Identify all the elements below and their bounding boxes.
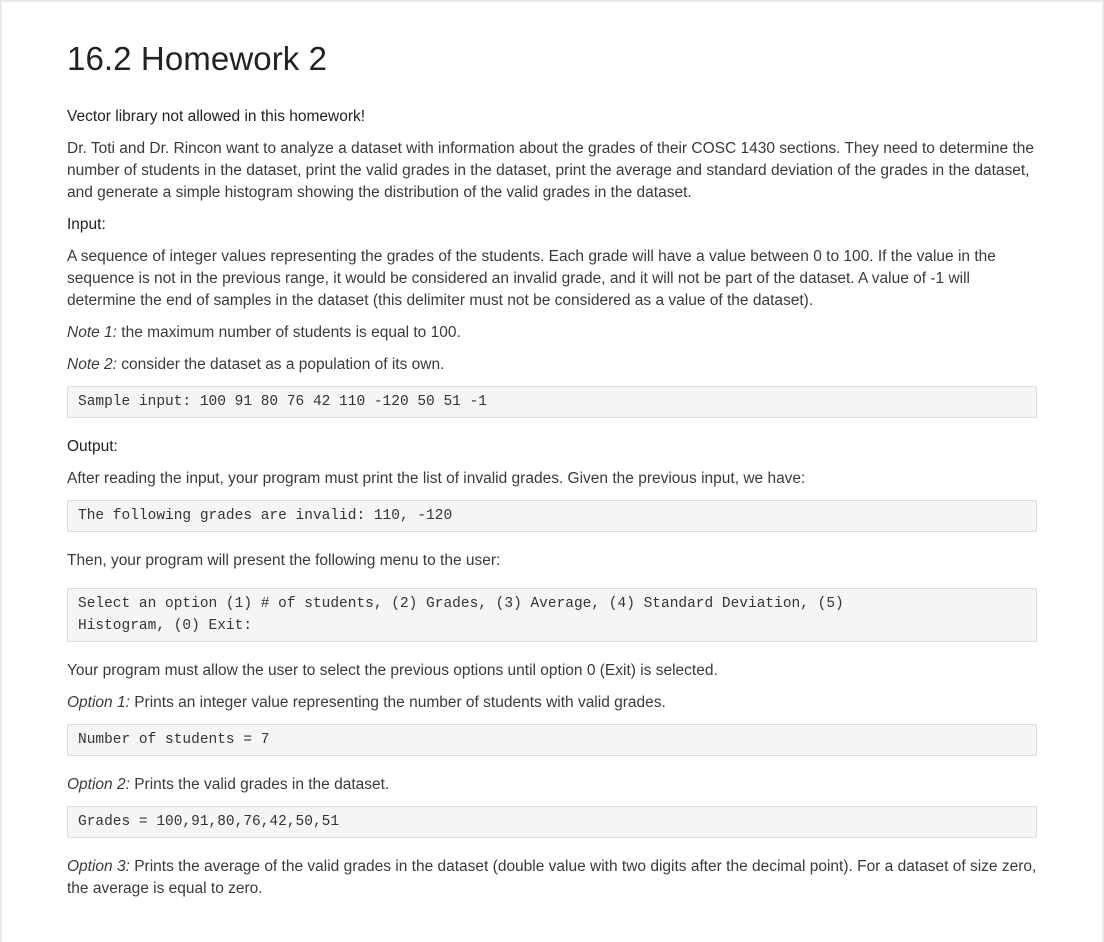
warning-text: Vector library not allowed in this homework! (67, 108, 366, 125)
option-2 (67, 774, 1037, 796)
option-1-code: Number of students = 7 (67, 724, 1037, 756)
option-3-label: Option 3: (67, 858, 130, 875)
output-description: After reading the input, your program must print the list of invalid grades. Given the previous input, we have: (67, 470, 806, 487)
option-1 (67, 692, 1037, 714)
option-2-label: Option 2: (67, 776, 130, 793)
input-heading: Input: (67, 216, 106, 233)
menu-intro: Then, your program will present the following menu to the user: (67, 552, 501, 569)
input-description: A sequence of integer values representing the grades of the students. Each grade will have a value between 0 to 100. If the value in the sequence is not in the previous range, it would be considered an invalid grade, and it will not be part of the dataset. A value of -1 will determine the end of samples in the dataset (this delimiter must not be considered as a value of the dataset). (67, 248, 996, 309)
option-1-text: Prints an integer value representing the number of students with valid grades. (129, 694, 666, 711)
note-1-text: the maximum number of students is equal to 100. (116, 324, 461, 341)
option-2-text: Prints the valid grades in the dataset. (129, 776, 390, 793)
option-3-text: Prints the average of the valid grades in the dataset (double value with two digits after the decimal point). For a dataset of size zero, the average is equal to zero. (67, 858, 1037, 897)
homework-content (67, 106, 1037, 910)
sample-input-code: Sample input: 100 91 80 76 42 110 -120 50 51 -1 (67, 386, 1037, 418)
menu-code: Select an option (1) # of students, (2) Grades, (3) Average, (4) Standard Deviation, (5) Histogram, (0) Exit: (67, 588, 1037, 642)
note-2-text: consider the dataset as a population of its own. (116, 356, 445, 373)
document-page (2, 2, 1102, 942)
intro-paragraph: Dr. Toti and Dr. Rincon want to analyze a dataset with information about the grades of their COSC 1430 sections. They need to determine the number of students in the dataset, print the valid grades in the dataset, print the average and standard deviation of the grades in the dataset, and generate a simple histogram showing the distribution of the valid grades in the dataset. (67, 140, 1035, 201)
note-2-label: Note 2: (67, 356, 117, 373)
output-heading: Output: (67, 438, 118, 455)
invalid-grades-code: The following grades are invalid: 110, -120 (67, 500, 1037, 532)
loop-description: Your program must allow the user to select the previous options until option 0 (Exit) is selected. (67, 662, 718, 679)
note-1 (67, 322, 1037, 344)
note-2 (67, 354, 1037, 376)
page-title: 16.2 Homework 2 (67, 40, 328, 77)
option-1-label: Option 1: (67, 694, 130, 711)
option-2-code: Grades = 100,91,80,76,42,50,51 (67, 806, 1037, 838)
option-3 (67, 856, 1037, 900)
note-1-label: Note 1: (67, 324, 117, 341)
